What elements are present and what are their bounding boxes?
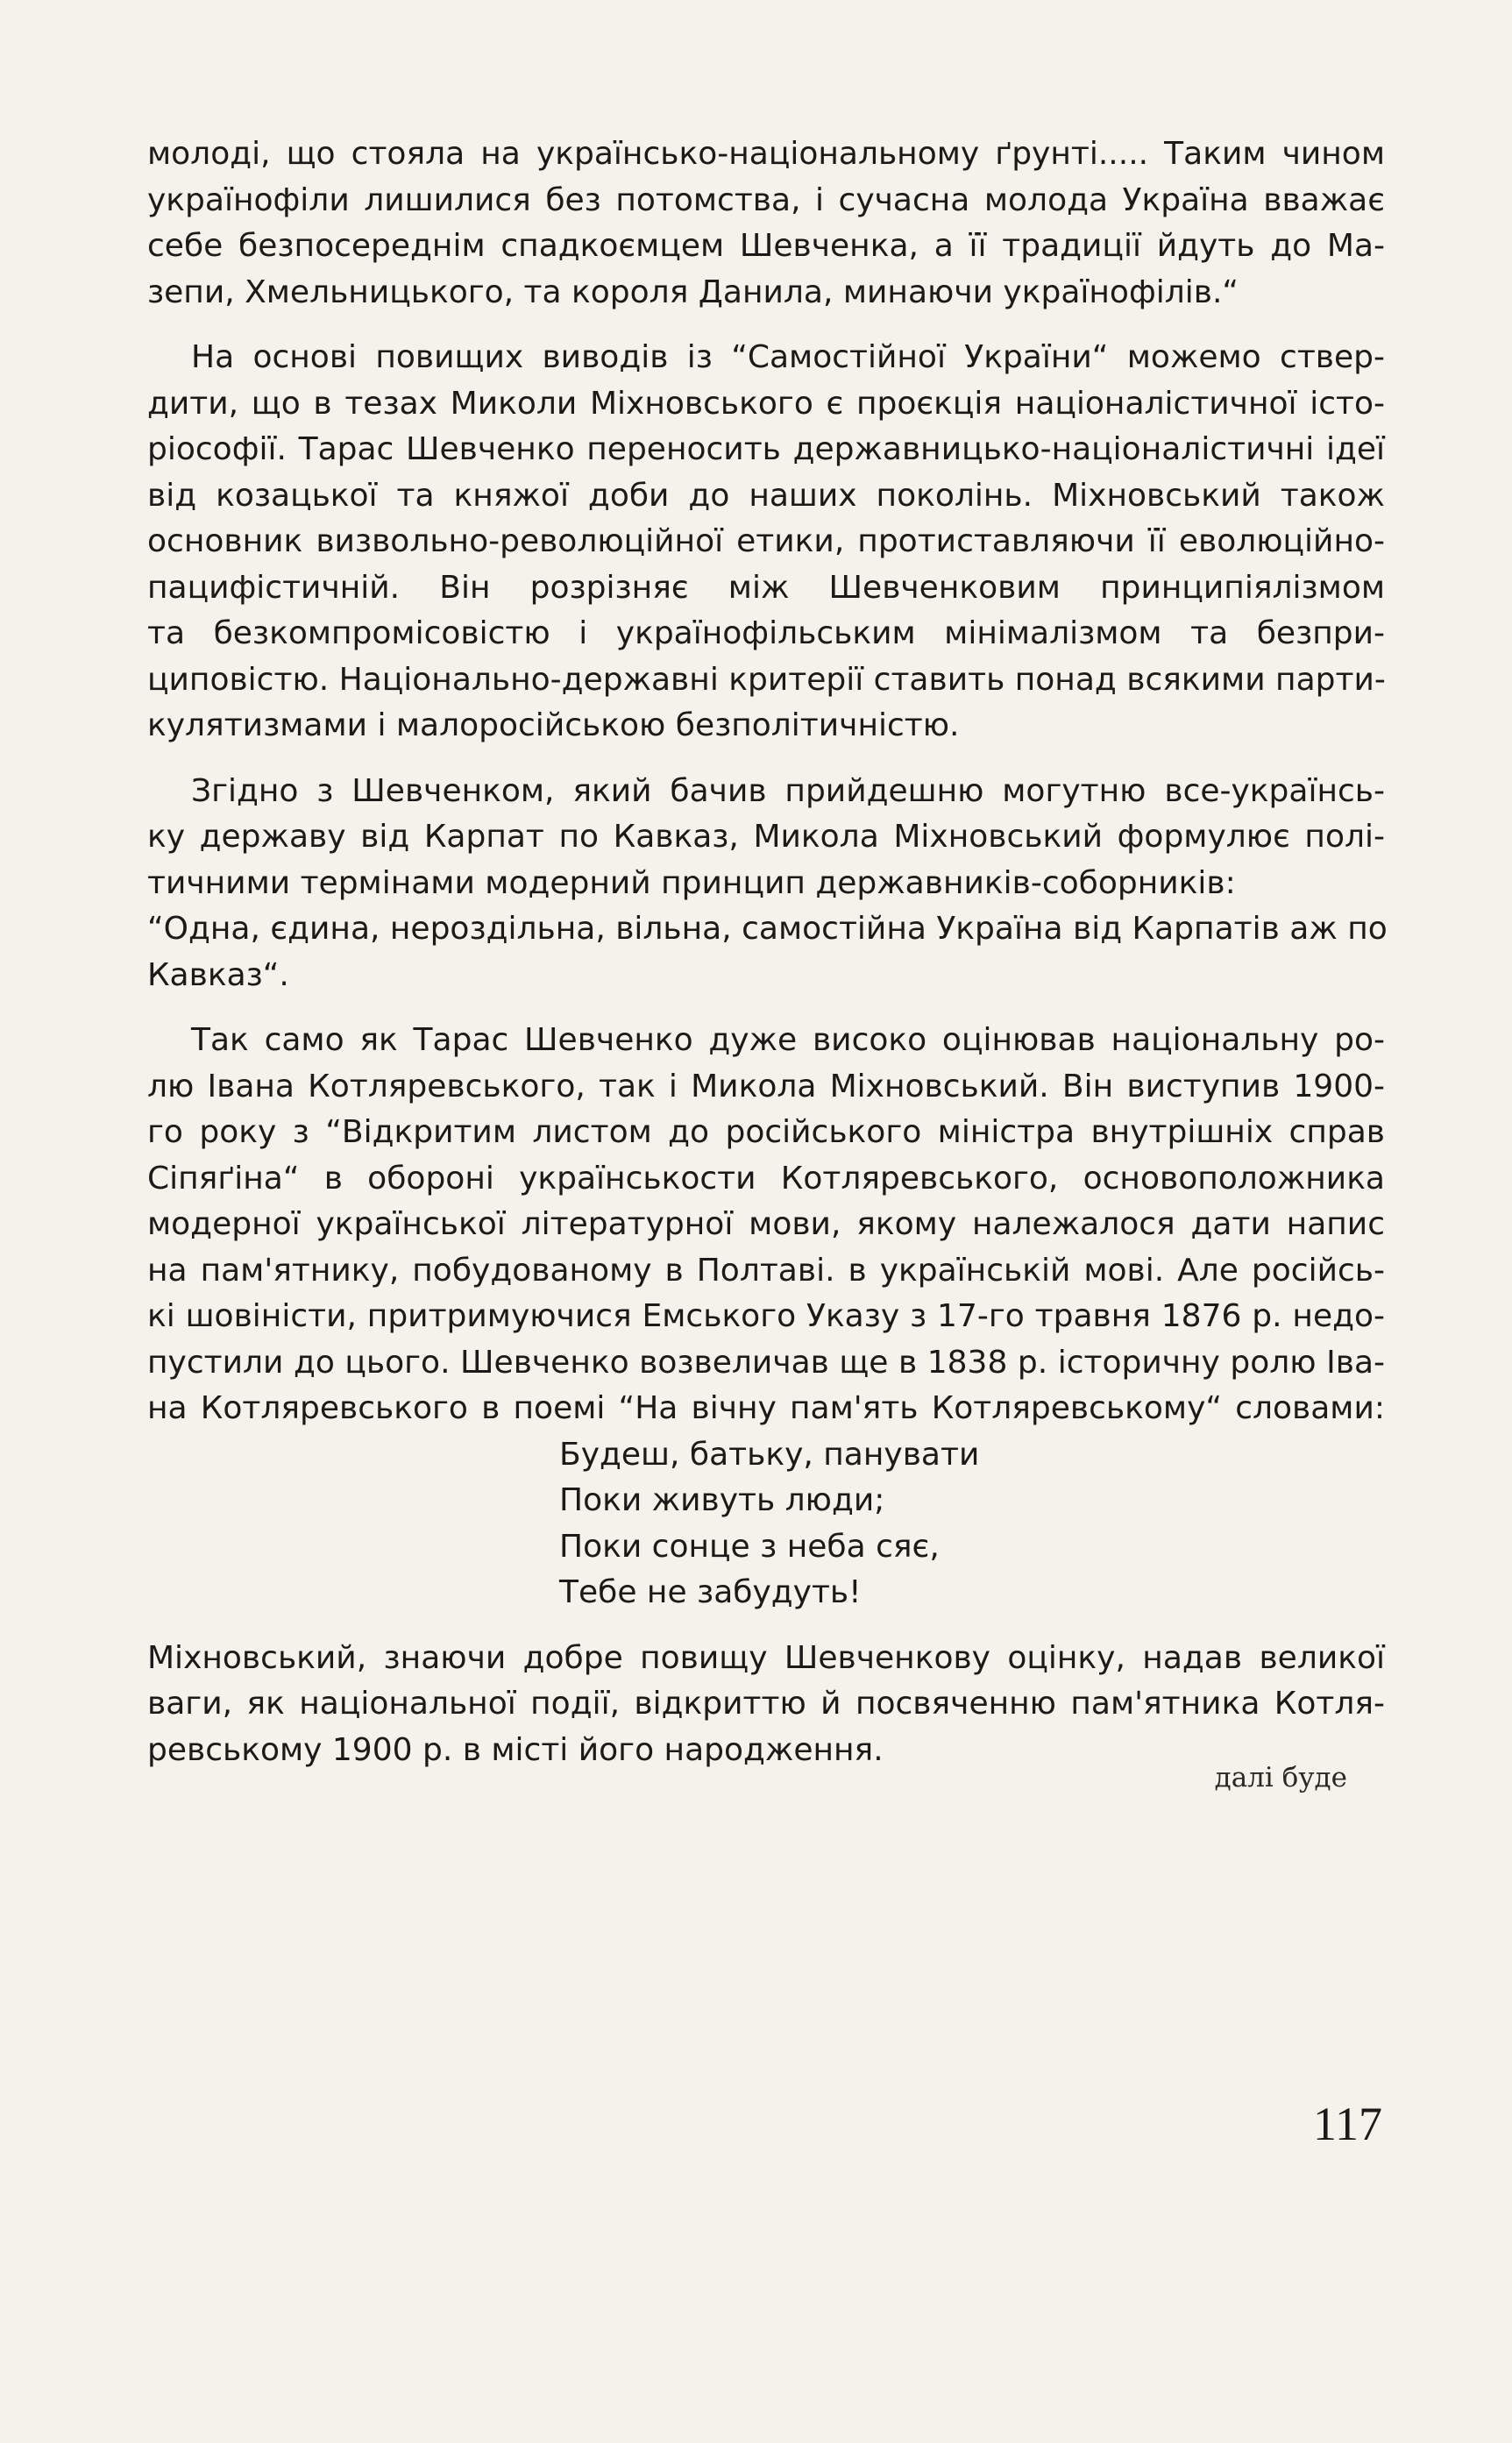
paragraph-2 xyxy=(147,335,1385,749)
text-line: від козацької та княжої доби до наших поколінь. Міхновський також xyxy=(147,477,1385,514)
text-line: молоді, що стояла на українсько-національному ґрунті..... Таким чином xyxy=(147,136,1385,172)
page-number: 117 xyxy=(1313,2098,1382,2150)
text-line: Згідно з Шевченком, який бачив прийдешню могутню все-українсь- xyxy=(191,772,1385,809)
text-line: на пам'ятнику, побудованому в Полтаві. в українській мові. Але російсь- xyxy=(147,1252,1385,1289)
text-line: Міхновський, знаючи добре повищу Шевченкову оцінку, надав великої xyxy=(147,1639,1385,1676)
text-line: зепи, Хмельницького, та короля Данила, минаючи українофілів.“ xyxy=(147,273,1239,310)
text-line: ревському 1900 р. в місті його народження. xyxy=(147,1731,884,1768)
closing-paragraph xyxy=(147,1636,1385,1774)
text-line: ку державу від Карпат по Кавказ, Микола Міхновський формулює полі- xyxy=(147,819,1385,855)
text-line: тичними термінами модерний принцип державників-соборників: xyxy=(147,864,1236,901)
to-be-continued-note: далі буде xyxy=(1214,1762,1347,1793)
text-line: циповістю. Національно-державні критерії ставить понад всякими парти- xyxy=(147,661,1386,698)
text-line: на Котляревського в поемі “На вічну пам'ять Котляревському“ словами: xyxy=(147,1390,1385,1426)
paragraph-1 xyxy=(147,131,1385,316)
body-text xyxy=(147,131,1388,1773)
text-line: основник визвольно-революційної етики, протиставляючи її еволюційно- xyxy=(147,523,1385,559)
text-line: дити, що в тезах Миколи Міхновського є проєкція націоналістичної істо- xyxy=(147,385,1385,422)
text-line: Кавказ“. xyxy=(147,956,289,993)
text-line: пацифістичній. Він розрізняє між Шевченковим принципіялізмом xyxy=(147,569,1385,606)
text-line: пустили до цього. Шевченко возвеличав ще в 1838 р. історичну ролю Іва- xyxy=(147,1344,1385,1381)
poem-line: Поки живуть люди; xyxy=(559,1482,885,1518)
text-line: ріософії. Тарас Шевченко переносить державницько-націоналістичні ідеї xyxy=(147,431,1385,467)
paragraph-4 xyxy=(147,1018,1385,1432)
text-line: та безкомпромісовістю і українофільським мінімалізмом та безпри- xyxy=(147,615,1385,651)
poem-line: Поки сонце з неба сяє, xyxy=(559,1528,940,1565)
poem-line: Будеш, батьку, панувати xyxy=(559,1436,980,1473)
paragraph-3 xyxy=(147,769,1388,999)
text-line: кі шовіністи, притримуючися Емського Указу з 17-го травня 1876 р. недо- xyxy=(147,1298,1385,1334)
text-line: “Одна, єдина, нероздільна, вільна, самостійна Україна від Карпатів аж по xyxy=(147,911,1388,947)
text-line: На основі повищих виводів із “Самостійної України“ можемо ствер- xyxy=(191,339,1385,375)
poem-quote xyxy=(559,1432,1385,1616)
text-line: кулятизмами і малоросійською безполітичністю. xyxy=(147,707,960,743)
text-line: Так само як Тарас Шевченко дуже високо оцінював національну ро- xyxy=(191,1022,1385,1058)
text-line: го року з “Відкритим листом до російського міністра внутрішніх справ xyxy=(147,1114,1385,1150)
text-line: лю Івана Котляревського, так і Микола Міхновський. Він виступив 1900- xyxy=(147,1068,1385,1104)
text-line: українофіли лишилися без потомства, і сучасна молода Україна вважає xyxy=(147,181,1385,218)
text-line: Сіпяґіна“ в обороні українськости Котляревського, основоположника xyxy=(147,1160,1385,1197)
text-line: ваги, як національної події, відкриттю й посвяченню пам'ятника Котля- xyxy=(147,1686,1385,1722)
text-line: модерної української літературної мови, якому належалося дати напис xyxy=(147,1206,1385,1242)
poem-line: Тебе не забудуть! xyxy=(559,1574,862,1610)
text-line: себе безпосереднім спадкоємцем Шевченка, а її традиції йдуть до Ма- xyxy=(147,228,1385,264)
